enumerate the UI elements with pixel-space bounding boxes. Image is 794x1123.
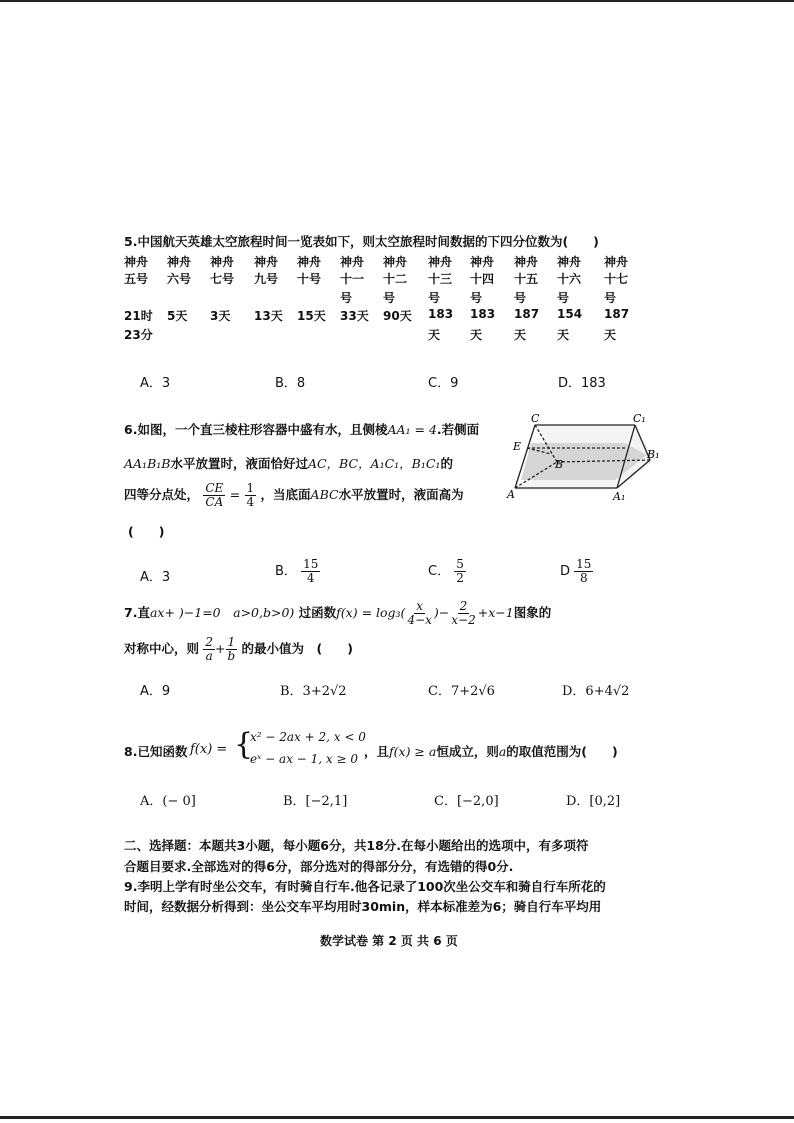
q8-option-b: B．[−2,1] [283,794,348,809]
table-cell: 33天 [340,309,369,323]
label-c1: C₁ [633,412,646,425]
q6-option-b: B． $\frac{15}{4}$ [275,557,319,585]
q7-option-b: B．3+2√2 [280,684,347,699]
table-cell: 号 [470,291,483,305]
table-cell: 15天 [297,309,326,323]
table-cell: 号 [557,291,570,305]
table-cell: 十四 [470,272,495,286]
q7-line2: 对称中心，则 $\frac{2}{a}$ + $\frac{1}{b}$ 的最小值为 ( ) [124,635,353,663]
table-cell: 十二 [383,272,408,286]
table-cell: 183 [428,307,454,321]
table-cell: 神舟 [428,255,453,269]
q6-option-c: C． $\frac{5}{2}$ [428,557,464,585]
table-cell: 21时 [124,309,153,323]
q8-stem-b: ，且f(x) ≥ a恒成立，则a的取值范围为( ) [364,744,618,759]
prism-figure [505,410,660,503]
table-cell: 十号 [297,272,322,286]
q7-line1: 7.直ax+ )−1=0 a>0,b>0) 过函数f(x) = log₃( $\frac{x}{4-x}$ )− $\frac{2}{x-2}$ +x−1图象的 [124,599,552,627]
section2-line1: 二、选择题：本题共3小题，每小题6分，共18分.在每小题给出的选项中，有多项符 [124,838,589,853]
ce-ca-fraction: $\frac{CE}{CA}$ [205,481,224,509]
one-quarter-fraction: $\frac{1}{4}$ [246,481,255,509]
q9-line2: 时间，经数据分析得到：坐公交车平均用时30min，样本标准差为6；骑自行车平均用 [124,899,602,914]
page-footer: 数学试卷 第 2 页 共 6 页 [320,934,458,948]
table-cell: 神舟 [210,255,235,269]
table-cell: 187 [514,307,540,321]
table-cell: 五号 [124,272,149,286]
q8-option-d: D．[0,2] [566,794,621,809]
q9-line1: 9.李明上学有时坐公交车，有时骑自行车.他各记录了100次坐公交车和骑自行车所花的 [124,879,606,894]
q6-line1: 6.如图，一个直三棱柱形容器中盛有水，且侧棱AA₁ = 4.若侧面 [124,422,480,437]
table-cell: 号 [514,291,527,305]
table-cell: 十五 [514,272,539,286]
label-e: E [513,440,522,453]
table-cell: 号 [604,291,617,305]
q5-option-c: C．9 [428,376,459,391]
top-border [0,0,794,2]
table-cell: 神舟 [167,255,192,269]
table-cell: 十七 [604,272,629,286]
table-cell: 187 [604,307,630,321]
q6-paren: ( ) [128,524,165,539]
table-cell: 十三 [428,272,453,286]
q5-option-a: A．3 [140,376,171,391]
table-cell: 十一 [340,272,365,286]
bottom-border [0,1116,794,1119]
table-cell: 13天 [254,309,283,323]
q7-option-d: D．6+4√2 [562,684,630,699]
table-cell: 七号 [210,272,235,286]
table-cell: 神舟 [297,255,322,269]
table-cell: 90天 [383,309,412,323]
table-cell: 号 [383,291,396,305]
q6-line2: AA₁B₁B水平放置时，液面恰好过AC，BC，A₁C₁，B₁C₁的 [124,456,453,471]
table-cell: 天 [428,328,441,342]
q8-option-c: C．[−2,0] [434,794,499,809]
table-cell: 号 [428,291,441,305]
label-b: B [555,458,564,471]
table-cell: 5天 [167,309,188,323]
table-cell: 天 [557,328,570,342]
q8-option-a: A．(− 0] [140,794,196,809]
table-cell: 号 [340,291,353,305]
table-cell: 十六 [557,272,582,286]
q8-brace: { [234,727,254,762]
q7-option-c: C．7+2√6 [428,684,495,699]
table-cell: 154 [557,307,583,321]
table-cell: 九号 [254,272,279,286]
q7-option-a: A．9 [140,684,171,699]
table-cell: 神舟 [514,255,539,269]
table-cell: 天 [470,328,483,342]
table-cell: 神舟 [340,255,365,269]
table-cell: 神舟 [124,255,149,269]
label-a1: A₁ [613,490,626,503]
table-cell: 天 [604,328,617,342]
table-cell: 神舟 [383,255,408,269]
q6-line3: 四等分点处， $\frac{CE}{CA}$ = $\frac{1}{4}$ ，当底面ABC水平放置时，液面高为 [124,481,464,509]
table-cell: 183 [470,307,496,321]
table-cell: 23分 [124,328,153,342]
q8-fx: f(x) = [190,742,228,757]
table-cell: 3天 [210,309,231,323]
table-cell: 六号 [167,272,192,286]
q5-option-b: B．8 [275,376,306,391]
label-b1: B₁ [647,448,660,461]
table-cell: 神舟 [557,255,582,269]
q6-option-a: A．3 [140,570,171,585]
table-cell: 神舟 [254,255,279,269]
q8-case2: eˣ − ax − 1, x ≥ 0 [250,752,358,766]
table-cell: 神舟 [604,255,629,269]
q8-case1: x² − 2ax + 2, x < 0 [250,730,366,744]
table-cell: 神舟 [470,255,495,269]
q8-stem-a: 8.已知函数 [124,744,188,759]
q5-stem: 5.中国航天英雄太空旅程时间一览表如下，则太空旅程时间数据的下四分位数为( ) [124,234,599,249]
q6-option-d: D $\frac{15}{8}$ [560,557,592,585]
q5-option-d: D．183 [558,376,606,391]
label-c: C [531,412,540,425]
section2-line2: 合题目要求.全部选对的得6分，部分选对的得部分分，有选错的得0分. [124,859,514,874]
table-cell: 天 [514,328,527,342]
label-a: A [507,488,515,501]
